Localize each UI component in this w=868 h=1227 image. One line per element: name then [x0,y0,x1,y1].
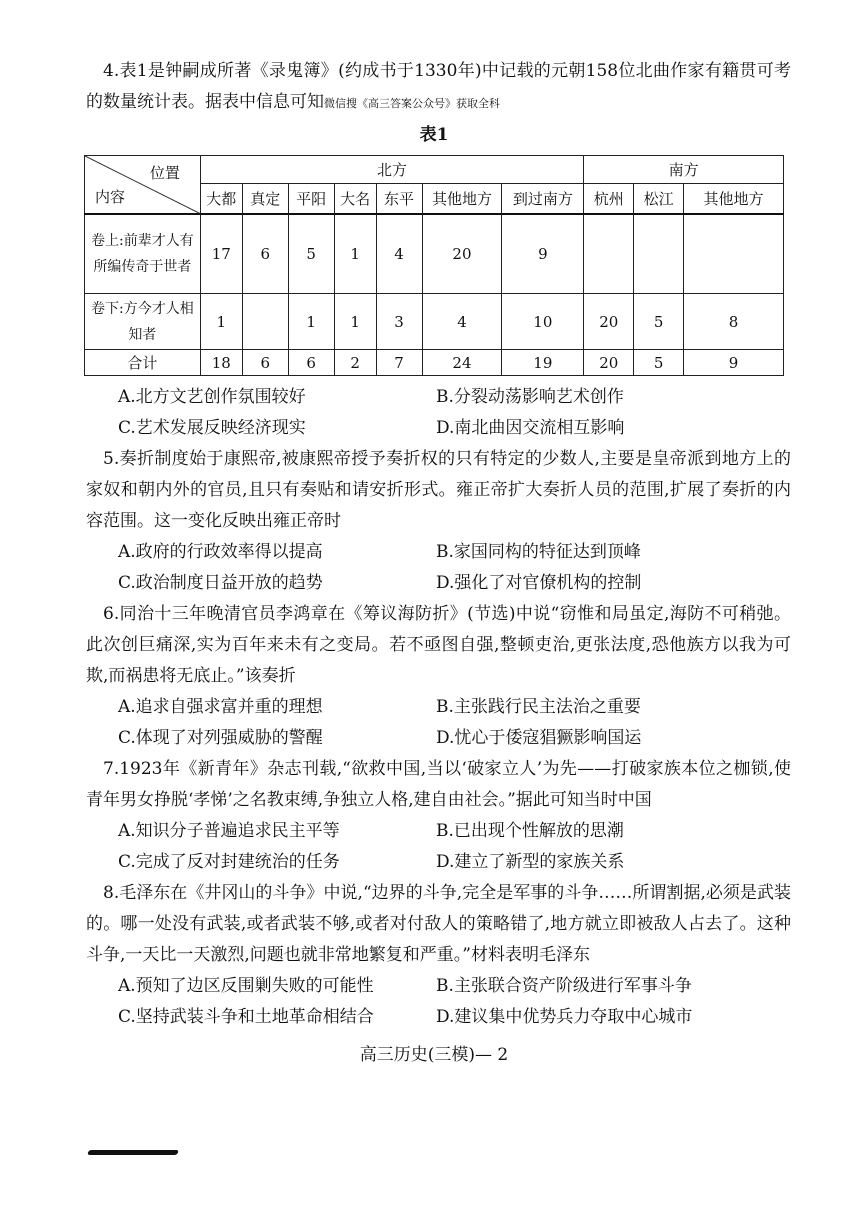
table-cell: 5 [634,350,684,376]
column-header: 大名 [334,184,376,214]
table-cell: 9 [684,350,784,376]
statistics-table [84,155,784,376]
table-cell: 24 [422,350,502,376]
table-cell: 1 [334,214,376,294]
table-title: 表1 [419,125,449,145]
option-d: D.强化了对官僚机构的控制 [436,573,642,593]
option-c: C.艺术发展反映经济现实 [118,418,306,438]
row-label: 卷下:方今才人相知者 [85,294,201,350]
option-b: B.主张联合资产阶级进行军事斗争 [436,976,692,996]
column-header: 杭州 [584,184,634,214]
column-header: 真定 [242,184,288,214]
table-cell [584,214,634,294]
table-cell: 4 [376,214,422,294]
option-c: C.坚持武装斗争和土地革命相结合 [118,1007,374,1027]
table-cell: 10 [502,294,584,350]
table-cell [242,294,288,350]
option-d: D.建议集中优势兵力夺取中心城市 [436,1007,693,1027]
option-a: A.北方文艺创作氛围较好 [118,387,306,407]
column-header: 其他地方 [684,184,784,214]
table-row-total [85,350,784,376]
option-d: D.建立了新型的家族关系 [436,852,625,872]
column-header: 到过南方 [502,184,584,214]
table-cell: 19 [502,350,584,376]
corner-label-content: 内容 [95,187,126,206]
option-b: B.已出现个性解放的思潮 [436,821,624,841]
table-cell: 4 [422,294,502,350]
row-label: 合计 [85,350,201,376]
table-cell: 6 [288,350,334,376]
option-a: A.追求自强求富并重的理想 [118,697,323,717]
column-header: 松江 [634,184,684,214]
table-row [85,294,784,350]
page-footer: 高三历史(三模)— 2 [359,1045,509,1065]
table-cell: 8 [684,294,784,350]
question-5-stem: 5.奏折制度始于康熙帝,被康熙帝授予奏折权的只有特定的少数人,主要是皇帝派到地方上的家奴和朝内外的官员,且只有奏贴和请安折形式。雍正帝扩大奏折人员的范围,扩展了奏折的内容范围。这一变化反映出雍正帝时 [86,449,791,531]
question-6-stem: 6.同治十三年晚清官员李鸿章在《筹议海防折》(节选)中说“窃惟和局虽定,海防不可稍弛。此次创巨痛深,实为百年来未有之变局。若不亟图自强,整顿吏治,更张法度,恐他族方以我为可欺,而祸患将无底止。”该奏折 [86,604,791,686]
table-cell: 20 [584,350,634,376]
table-cell: 6 [242,350,288,376]
question-4-stem: 4.表1是钟嗣成所著《录鬼簿》(约成书于1330年)中记载的元朝158位北曲作家有籍贯可考的数量统计表。据表中信息可知微信搜《高三答案公众号》获取全科 [86,61,791,112]
group-header-north: 北方 [200,156,583,184]
question-7-options [118,816,798,878]
table-cell: 20 [584,294,634,350]
scan-smudge [87,1150,179,1155]
option-c: C.体现了对列强威胁的警醒 [118,728,323,748]
question-6-options [118,692,798,754]
option-c: C.政治制度日益开放的趋势 [118,573,323,593]
table-cell: 2 [334,350,376,376]
option-b: B.家国同构的特征达到顶峰 [436,542,641,562]
table-cell: 1 [200,294,242,350]
table-corner-cell [85,156,201,214]
table-cell: 7 [376,350,422,376]
table-cell: 9 [502,214,584,294]
option-a: A.政府的行政效率得以提高 [118,542,323,562]
question-7-stem: 7.1923年《新青年》杂志刊载,“欲救中国,当以‘破家立人’为先——打破家族本位之枷锁,使青年男女挣脱‘孝悌’之名教束缚,争独立人格,建自由社会。”据此可知当时中国 [86,759,791,810]
table-cell [684,214,784,294]
table-cell: 3 [376,294,422,350]
table-cell: 5 [288,214,334,294]
watermark-note: 微信搜《高三答案公众号》获取全科 [324,97,500,110]
question-8-stem: 8.毛泽东在《井冈山的斗争》中说,“边界的斗争,完全是军事的斗争……所谓割据,必须是武装的。哪一处没有武装,或者武装不够,或者对付敌人的策略错了,地方就立即被敌人占去了。这种斗争,一天比一天激烈,问题也就非常地繁复和严重。”材料表明毛泽东 [86,883,791,965]
table-cell: 6 [242,214,288,294]
option-c: C.完成了反对封建统治的任务 [118,852,340,872]
option-d: D.忧心于倭寇猖獗影响国运 [436,728,642,748]
question-8-options [118,971,798,1033]
group-header-south: 南方 [584,156,784,184]
option-d: D.南北曲因交流相互影响 [436,418,625,438]
table-cell: 20 [422,214,502,294]
option-b: B.分裂动荡影响艺术创作 [436,387,624,407]
column-header: 平阳 [288,184,334,214]
table-cell: 1 [288,294,334,350]
option-b: B.主张践行民主法治之重要 [436,697,641,717]
question-5-options [118,537,798,599]
table-cell: 5 [634,294,684,350]
column-header: 东平 [376,184,422,214]
question-4-options [118,382,798,444]
table-row [85,214,784,294]
table-cell: 18 [200,350,242,376]
table-cell: 1 [334,294,376,350]
column-header: 大都 [200,184,242,214]
table-cell [634,214,684,294]
column-header: 其他地方 [422,184,502,214]
option-a: A.知识分子普遍追求民主平等 [118,821,340,841]
table-cell: 17 [200,214,242,294]
option-a: A.预知了边区反围剿失败的可能性 [118,976,374,996]
row-label: 卷上:前辈才人有所编传奇于世者 [85,214,201,294]
corner-label-position: 位置 [149,164,180,182]
